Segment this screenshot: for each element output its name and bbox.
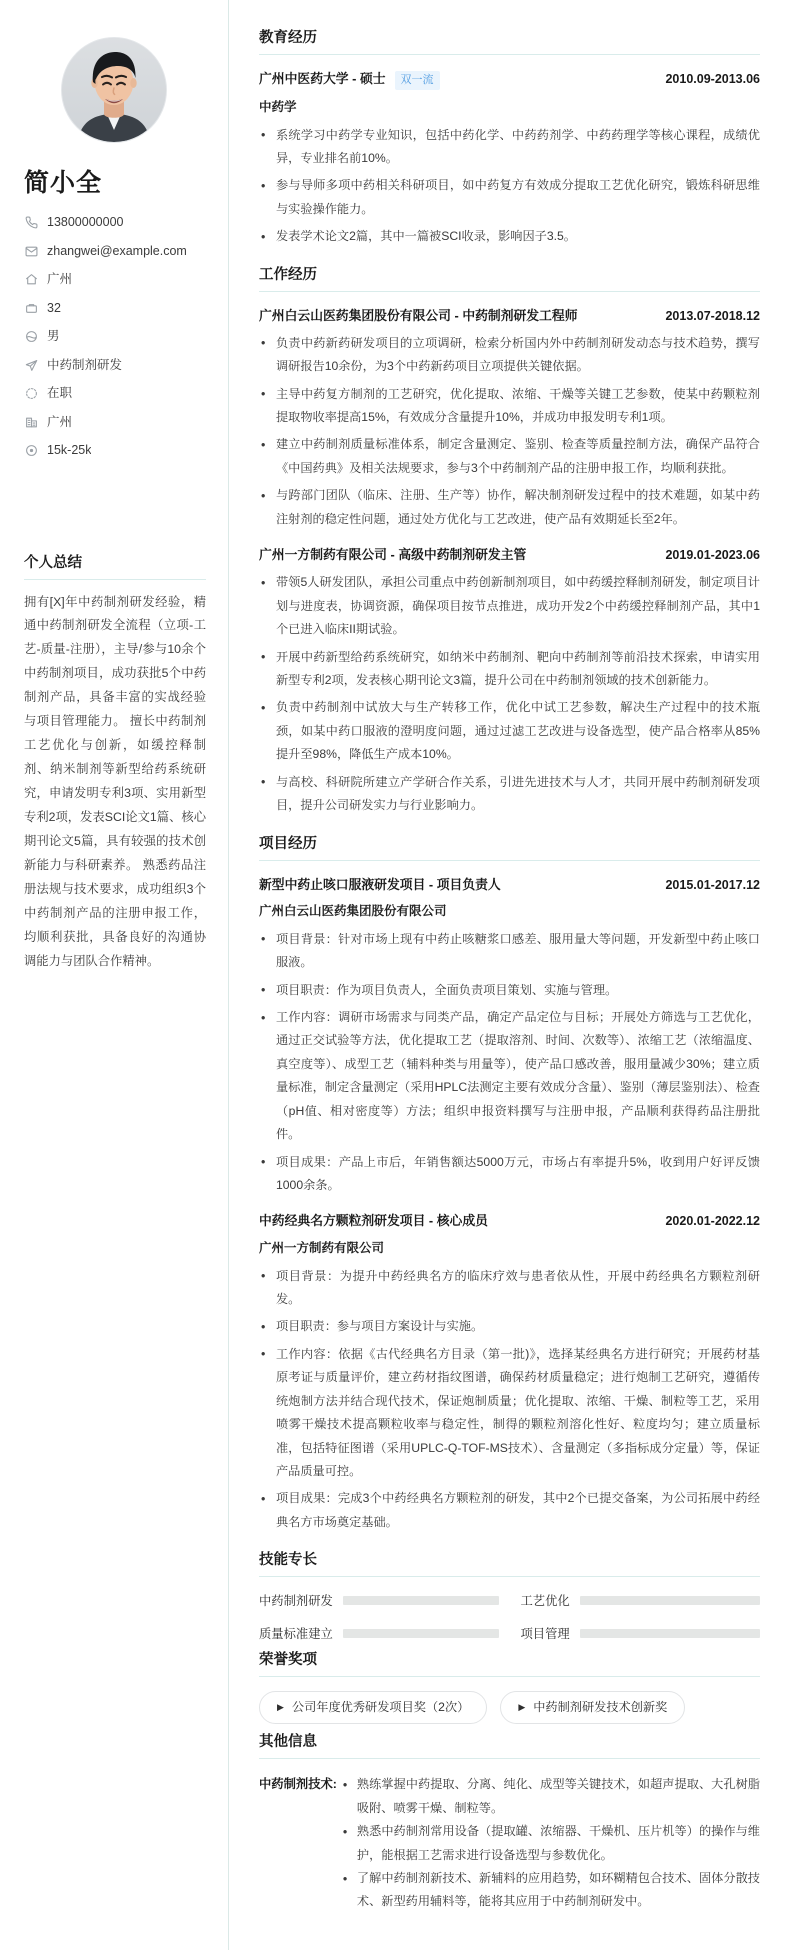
skill-label: 中药制剂研发 <box>259 1594 333 1609</box>
other-info-list <box>341 1773 760 1914</box>
building-icon <box>24 415 38 429</box>
summary-text: 拥有[X]年中药制剂研发经验，精通中药制剂研发全流程（立项-工艺-质量-注册），主导/参与10余个中药制剂项目，成功获批5个中药制剂产品，具备丰富的实战经验与项目管理能力。 擅长中药制剂工艺优化与创新，如缓控释制剂、纳米制剂等新型给药系统研究，申请发明专利3项、实用新型专利2项，发表SCI论文1篇、核心期刊论文5篇，具有较强的技术创新能力与科研素养。 熟悉药品注册法规与技术要求，成功组织3个中药制剂产品的注册申报工作，均顺利获批，具备良好的沟通协调能力与团队合作精神。 <box>24 594 206 969</box>
section-title-other: 其他信息 <box>259 1730 760 1759</box>
contact-value: 广州 <box>47 272 73 286</box>
bullet-list <box>259 928 760 1198</box>
list-item: • 工作内容：调研市场需求与同类产品，确定产品定位与目标；开展处方筛选与工艺优化，通过正交试验等方法，优化提取工艺（提取溶剂、时间、次数等）、浓缩工艺（浓缩温度、真空度等）、成型工艺（辅料种类与用量等），使产品口感改善，服用量减少30%；建立质量标准，制定含量测定（采用HPLC法测定主要有效成分含量）、鉴别（薄层鉴别法）、检查（pH值、相对密度等）方法；组织申报资料撰写与注册申报，产品顺利获得药品注册批件。 <box>259 1006 760 1147</box>
contact-value: 中药制剂研发 <box>47 357 123 372</box>
list-item: • 建立中药制剂质量标准体系，制定含量测定、鉴别、检查等质量控制方法，确保产品符合《中国药典》及相关法规要求，参与3个中药制剂产品的注册申报工作，均顺利获批。 <box>259 433 760 480</box>
entry-header <box>259 1211 760 1230</box>
award-chip <box>259 1691 487 1724</box>
project-role: 新型中药止咳口服液研发项目 - 项目负责人 <box>259 876 501 892</box>
contact-status <box>24 385 206 403</box>
work-entry <box>259 306 760 532</box>
award-chip <box>500 1691 685 1724</box>
avatar-photo-icon <box>62 38 166 142</box>
list-item: • 系统学习中药学专业知识，包括中药化学、中药药剂学、中药药理学等核心课程，成绩优异，专业排名前10%。 <box>259 124 760 171</box>
bullet-list <box>259 124 760 249</box>
contact-email <box>24 243 206 261</box>
skill-item <box>259 1591 499 1609</box>
avatar-wrapper <box>22 38 206 142</box>
gender-icon <box>24 330 38 344</box>
list-item: • 与高校、科研院所建立产学研合作关系，引进先进技术与人才，共同开展中药制剂研发项目，提升公司研发实力与行业影响力。 <box>259 771 760 818</box>
bullet-list <box>259 332 760 531</box>
contact-value: 男 <box>47 329 60 343</box>
sidebar <box>0 0 228 1950</box>
section-title-work: 工作经历 <box>259 263 760 292</box>
entry-title-wrap <box>259 69 655 90</box>
list-item: • 项目背景：针对市场上现有中药止咳糖浆口感差、服用量大等问题，开发新型中药止咳口服液。 <box>259 928 760 975</box>
list-item: • 与跨部门团队（临床、注册、生产等）协作，解决制剂研发过程中的技术难题，如某中药注射剂的稳定性问题，通过处方优化与工艺改进，使产品有效期延长至2年。 <box>259 484 760 531</box>
school-degree: 广州中医药大学 - 硕士 <box>259 71 386 86</box>
list-item: • 参与导师多项中药相关科研项目，如中药复方有效成分提取工艺优化研究，锻炼科研思维与实验操作能力。 <box>259 174 760 221</box>
contact-age <box>24 300 206 318</box>
main-content <box>228 0 794 1950</box>
contact-value: 13800000000 <box>47 215 124 229</box>
skill-progress-track <box>580 1596 760 1605</box>
skill-item <box>259 1624 499 1642</box>
entry-date: 2020.01-2022.12 <box>665 1214 760 1229</box>
contact-value: zhangwei@example.com <box>47 243 187 258</box>
bullet-list <box>259 1265 760 1535</box>
list-item: • 项目成果：完成3个中药经典名方颗粒剂的研发，其中2个已提交备案，为公司拓展中药经典名方市场奠定基础。 <box>259 1487 760 1534</box>
entry-subtitle: 中药学 <box>259 99 297 114</box>
section-projects <box>259 832 760 1535</box>
entry-header <box>259 545 760 564</box>
section-skills <box>259 1548 760 1642</box>
award-label: 公司年度优秀研发项目奖（2次） <box>291 1700 470 1715</box>
salary-icon <box>24 444 38 458</box>
bullet-list <box>259 571 760 817</box>
award-chip-row <box>259 1691 760 1724</box>
list-item: • 开展中药新型给药系统研究，如纳米中药制剂、靶向中药制剂等前沿技术探索，申请实用新型专利2项，发表核心期刊论文3篇，提升公司在中药制剂领域的技术创新能力。 <box>259 646 760 693</box>
company-role: 广州白云山医药集团股份有限公司 - 中药制剂研发工程师 <box>259 307 578 323</box>
project-entry <box>259 1211 760 1534</box>
work-entry <box>259 545 760 817</box>
project-entry <box>259 875 760 1198</box>
section-title-projects: 项目经历 <box>259 832 760 861</box>
other-info-block <box>259 1773 760 1914</box>
phone-icon <box>24 216 38 230</box>
list-item: • 熟悉中药制剂常用设备（提取罐、浓缩器、干燥机、压片机等）的操作与维护，能根据工艺需求进行设备选型与参数优化。 <box>341 1820 760 1867</box>
sidebar-spacer <box>22 471 206 551</box>
section-other-info <box>259 1730 760 1914</box>
mail-icon <box>24 244 38 258</box>
contact-hometown <box>24 271 206 289</box>
other-info-label: 中药制剂技术: <box>259 1777 337 1792</box>
award-label: 中药制剂研发技术创新奖 <box>533 1700 668 1715</box>
skill-progress-track <box>580 1629 760 1638</box>
home-icon <box>24 273 38 287</box>
list-item: • 负责中药新药研发项目的立项调研，检索分析国内外中药制剂研发动态与技术趋势，撰写调研报告10余份，为3个中药新药项目立项提供关键依据。 <box>259 332 760 379</box>
project-role: 中药经典名方颗粒剂研发项目 - 核心成员 <box>259 1213 488 1229</box>
contact-value: 广州 <box>47 414 73 429</box>
id-card-icon <box>24 301 38 315</box>
status-badge: 双一流 <box>395 71 440 90</box>
skill-label: 工艺优化 <box>520 1594 570 1609</box>
list-item: • 负责中药制剂中试放大与生产转移工作，优化中试工艺参数，解决生产过程中的技术瓶颈，如某中药口服液的澄明度问题，通过过滤工艺改进与设备选型，使产品合格率从85%提升至98%，降低生产成本10%。 <box>259 696 760 766</box>
summary-section-title: 个人总结 <box>24 551 206 580</box>
entry-date: 2015.01-2017.12 <box>665 877 760 892</box>
skill-label: 质量标准建立 <box>259 1627 333 1642</box>
entry-header <box>259 69 760 90</box>
contact-gender <box>24 328 206 346</box>
status-icon <box>24 387 38 401</box>
entry-date: 2010.09-2013.06 <box>665 72 760 86</box>
contact-value: 在职 <box>47 386 73 400</box>
contact-list <box>24 214 206 460</box>
skill-progress-track <box>343 1629 499 1638</box>
entry-header <box>259 306 760 325</box>
paper-plane-icon <box>24 358 38 372</box>
skill-progress-track <box>343 1596 499 1605</box>
list-item: • 工作内容：依据《古代经典名方目录（第一批)》，选择某经典名方进行研究；开展药材基原考证与质量评价，建立药材指纹图谱，确保药材质量稳定；进行炮制工艺研究，遵循传统炮制方法并结合现代技术，保证炮制质量；优化提取、浓缩、干燥、制粒等工艺，采用喷雾干燥技术提高颗粒收率与稳定性，制得的颗粒剂溶化性好、粒度均匀；建立质量标准，包括特征图谱（采用UPLC-Q-TOF-MS技术）、含量测定（多指标成分定量）等，保证产品质量可控。 <box>259 1343 760 1484</box>
contact-position <box>24 357 206 375</box>
contact-phone <box>24 214 206 232</box>
play-triangle-icon: ▶ <box>518 1702 526 1713</box>
skill-item <box>521 1591 761 1609</box>
contact-work-city <box>24 414 206 432</box>
section-education <box>259 26 760 249</box>
section-title-awards: 荣誉奖项 <box>259 1648 760 1677</box>
section-work <box>259 263 760 818</box>
list-item: • 项目成果：产品上市后，年销售额达5000万元，市场占有率提升5%，收到用户好评反馈1000余条。 <box>259 1151 760 1198</box>
skill-grid <box>259 1591 760 1642</box>
list-item: • 带领5人研发团队，承担公司重点中药创新制剂项目，如中药缓控释制剂研发，制定项目计划与进度表，协调资源，确保项目按节点推进，成功开发2个中药缓控释制剂产品，其中1个已进入临床II期试验。 <box>259 571 760 641</box>
section-awards <box>259 1648 760 1724</box>
education-entry <box>259 69 760 249</box>
contact-value: 32 <box>47 300 61 315</box>
avatar <box>62 38 166 142</box>
skill-label: 项目管理 <box>520 1627 570 1642</box>
contact-salary <box>24 442 206 460</box>
list-item: • 发表学术论文2篇，其中一篇被SCI收录，影响因子3.5。 <box>259 225 760 248</box>
page-title: 简小全 <box>24 169 103 197</box>
entry-header <box>259 875 760 894</box>
list-item: • 主导中药复方制剂的工艺研究，优化提取、浓缩、干燥等关键工艺参数，使某中药颗粒剂提取物收率提高15%，有效成分含量提升10%，并成功申报发明专利1项。 <box>259 383 760 430</box>
company-role: 广州一方制药有限公司 - 高级中药制剂研发主管 <box>259 547 527 563</box>
entry-date: 2019.01-2023.06 <box>665 548 760 563</box>
list-item: • 项目职责：参与项目方案设计与实施。 <box>259 1315 760 1338</box>
skill-item <box>521 1624 761 1642</box>
play-triangle-icon: ▶ <box>277 1702 284 1713</box>
section-title-skills: 技能专长 <box>259 1548 760 1577</box>
list-item: • 了解中药制剂新技术、新辅料的应用趋势，如环糊精包合技术、固体分散技术、新型药用辅料等，能将其应用于中药制剂研发中。 <box>341 1867 760 1914</box>
project-company: 广州白云山医药集团股份有限公司 <box>259 903 447 918</box>
entry-date: 2013.07-2018.12 <box>665 308 760 323</box>
contact-value: 15k-25k <box>47 443 92 457</box>
list-item: • 项目背景：为提升中药经典名方的临床疗效与患者依从性，开展中药经典名方颗粒剂研发。 <box>259 1265 760 1312</box>
list-item: • 熟练掌握中药提取、分离、纯化、成型等关键技术，如超声提取、大孔树脂吸附、喷雾干燥、制粒等。 <box>341 1773 760 1820</box>
project-company: 广州一方制药有限公司 <box>259 1240 385 1255</box>
list-item: • 项目职责：作为项目负责人，全面负责项目策划、实施与管理。 <box>259 979 760 1002</box>
section-title-education: 教育经历 <box>259 26 760 55</box>
